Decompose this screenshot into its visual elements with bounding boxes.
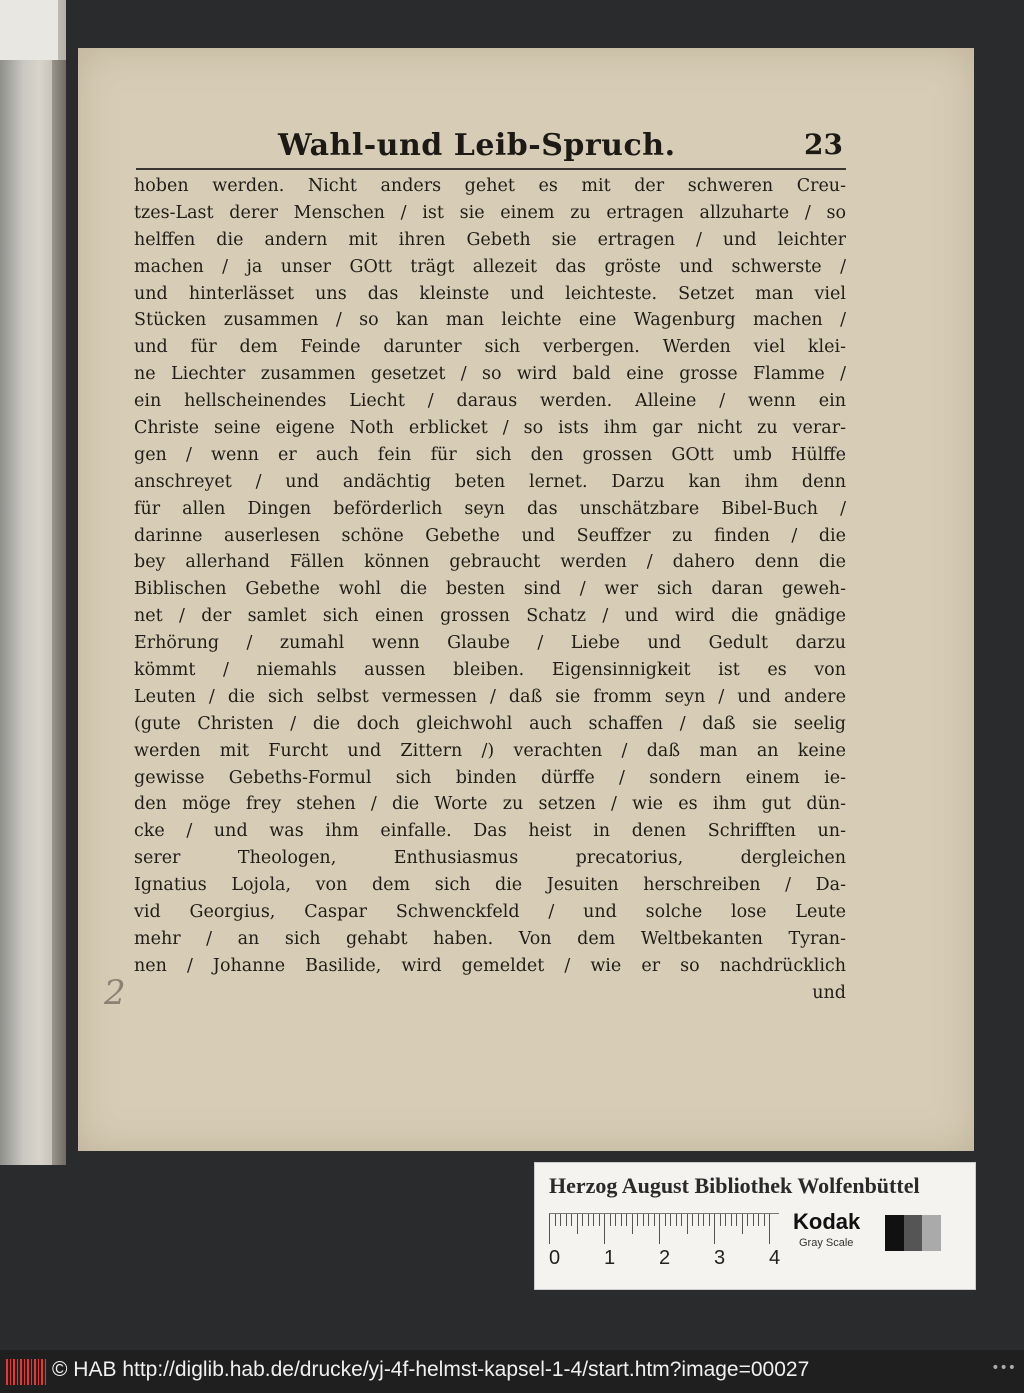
ruler-tick [560, 1214, 561, 1226]
ruler-tick [582, 1214, 583, 1226]
gray-swatches [885, 1215, 941, 1251]
text-line: mehr / an sich gehabt haben. Von dem Weltbekanten Tyran- [134, 928, 846, 949]
ruler-tick [615, 1214, 616, 1226]
scanned-page [78, 48, 974, 1151]
text-line: bey allerhand Fällen können gebraucht werden / dahero denn die [134, 552, 846, 573]
text-line: nen / Johanne Basilide, wird gemeldet / wie er so nachdrücklich [134, 955, 846, 976]
text-line: ne Liechter zusammen gesetzet / so wird bald eine grosse Flamme / [134, 364, 846, 385]
swatch-black [885, 1215, 904, 1251]
text-line: helffen die andern mit ihren Gebeth sie ertragen / und leichter [134, 229, 846, 250]
text-line: anschreyet / und andächtig beten lernet. Darzu kan ihm denn [134, 471, 846, 492]
ruler-tick [648, 1214, 649, 1226]
ruler-tick [736, 1214, 737, 1226]
ruler-tick [588, 1214, 589, 1226]
ruler-tick [621, 1214, 622, 1226]
text-line: Leuten / die sich selbst vermessen / daß sie fromm seyn / und andere [134, 686, 846, 707]
text-line: vid Georgius, Caspar Schwenckfeld / und solche lose Leute [134, 902, 846, 923]
text-line: cke / und was ihm einfalle. Das heist in denen Schrifften un- [134, 821, 846, 842]
source-credit-link[interactable]: © HAB http://diglib.hab.de/drucke/yj-4f-helmst-kapsel-1-4/start.htm?image=00027 [52, 1358, 810, 1381]
ruler-tick [714, 1214, 715, 1244]
barcode-icon [6, 1359, 46, 1385]
header-title: Wahl-und Leib-Spruch. [278, 128, 676, 163]
more-icon[interactable]: ••• [991, 1360, 1016, 1376]
ruler-tick [643, 1214, 644, 1226]
ruler-tick [676, 1214, 677, 1226]
text-line: Biblischen Gebethe wohl die besten sind / wer sich daran geweh- [134, 579, 846, 600]
text-line: Ignatius Lojola, von dem sich die Jesuiten herschreiben / Da- [134, 875, 846, 896]
kodak-logo: Kodak [793, 1209, 861, 1234]
ruler-tick [637, 1214, 638, 1226]
ruler-tick [571, 1214, 572, 1226]
ruler-tick [566, 1214, 567, 1226]
paper-strip [0, 0, 58, 60]
ruler-tick [555, 1214, 556, 1226]
ruler-tick [626, 1214, 627, 1226]
body-text [134, 173, 846, 980]
text-line: net / der samlet sich einen grossen Schatz / und wird die gnädige [134, 606, 846, 627]
ruler-tick [692, 1214, 693, 1226]
text-line: darinne auserlesen schöne Gebethe und Seuffzer zu finden / die [134, 525, 846, 546]
text-line: (gute Christen / die doch gleichwohl auch schaffen / daß sie seelig [134, 713, 846, 734]
ruler-tick [709, 1214, 710, 1226]
gray-scale-caption: Gray Scale [799, 1237, 854, 1249]
scale-number: 0 [549, 1247, 561, 1269]
text-line: machen / ja unser GOtt trägt allezeit das gröste und schwerste / [134, 256, 846, 277]
library-name: Herzog August Bibliothek Wolfenbüttel [549, 1173, 920, 1198]
scale-number: 1 [604, 1247, 616, 1269]
ruler-tick [758, 1214, 759, 1226]
ruler-tick [670, 1214, 671, 1226]
ruler-tick [577, 1214, 578, 1234]
ruler-tick [604, 1214, 605, 1244]
ruler-tick [747, 1214, 748, 1226]
ruler-tick [720, 1214, 721, 1226]
text-line: ein hellscheinendes Liecht / daraus werden. Alleine / wenn ein [134, 391, 846, 412]
text-line: gewisse Gebeths-Formul sich binden dürffe / sondern einem ie- [134, 767, 846, 788]
scale-number: 4 [769, 1247, 781, 1269]
swatch-dark [904, 1215, 923, 1251]
library-label-card [534, 1162, 976, 1290]
ruler-tick [665, 1214, 666, 1226]
ruler-tick [654, 1214, 655, 1226]
text-line: Christe seine eigene Noth erblicket / so ists ihm gar nicht zu verar- [134, 418, 846, 439]
ruler-tick [610, 1214, 611, 1226]
ruler-tick [687, 1214, 688, 1234]
ruler-tick [549, 1214, 550, 1244]
footer-bar [0, 1350, 1024, 1393]
book-spine-edge [52, 60, 66, 1165]
pencil-mark: 2 [104, 973, 126, 1013]
ruler-tick [753, 1214, 754, 1226]
text-line: serer Theologen, Enthusiasmus precatorius, dergleichen [134, 848, 846, 869]
scale-number: 2 [659, 1247, 671, 1269]
ruler-tick [742, 1214, 743, 1234]
ruler-tick [703, 1214, 704, 1226]
scale-number: 3 [714, 1247, 726, 1269]
text-line: tzes-Last derer Menschen / ist sie einem zu ertragen allzuharte / so [134, 202, 846, 223]
scale-ruler [549, 1213, 779, 1246]
text-line: den möge frey stehen / die Worte zu setzen / wie es ihm gut dün- [134, 794, 846, 815]
text-line: und für dem Feinde darunter sich verbergen. Werden viel klei- [134, 337, 846, 358]
ruler-tick [769, 1214, 770, 1244]
text-line: werden mit Furcht und Zittern /) verachten / daß man an keine [134, 740, 846, 761]
ruler-tick [599, 1214, 600, 1226]
ruler-tick [659, 1214, 660, 1244]
page-number: 23 [804, 128, 843, 161]
running-header [278, 128, 843, 168]
ruler-tick [681, 1214, 682, 1226]
catchword: und [812, 983, 846, 1003]
adjacent-page-edge [0, 0, 66, 1165]
ruler-tick [698, 1214, 699, 1226]
ruler-tick [593, 1214, 594, 1226]
text-line: und hinterlässet uns das kleinste und leichteste. Setzet man viel [134, 283, 846, 304]
ruler-tick [764, 1214, 765, 1226]
text-line: kömmt / niemahls aussen bleiben. Eigensinnigkeit ist es von [134, 660, 846, 681]
ruler-tick [731, 1214, 732, 1226]
swatch-light [922, 1215, 941, 1251]
text-line: hoben werden. Nicht anders gehet es mit der schweren Creu- [134, 176, 846, 196]
scale-numbers [549, 1247, 789, 1273]
text-line: für allen Dingen beförderlich seyn das unschätzbare Bibel-Buch / [134, 498, 846, 519]
ruler-tick [725, 1214, 726, 1226]
header-rule [136, 168, 846, 170]
text-line: Stücken zusammen / so kan man leichte eine Wagenburg machen / [134, 310, 846, 331]
ruler-tick [632, 1214, 633, 1234]
text-line: Erhörung / zumahl wenn Glaube / Liebe und Gedult darzu [134, 633, 846, 654]
text-line: gen / wenn er auch fein für sich den grossen GOtt umb Hülffe [134, 444, 846, 465]
